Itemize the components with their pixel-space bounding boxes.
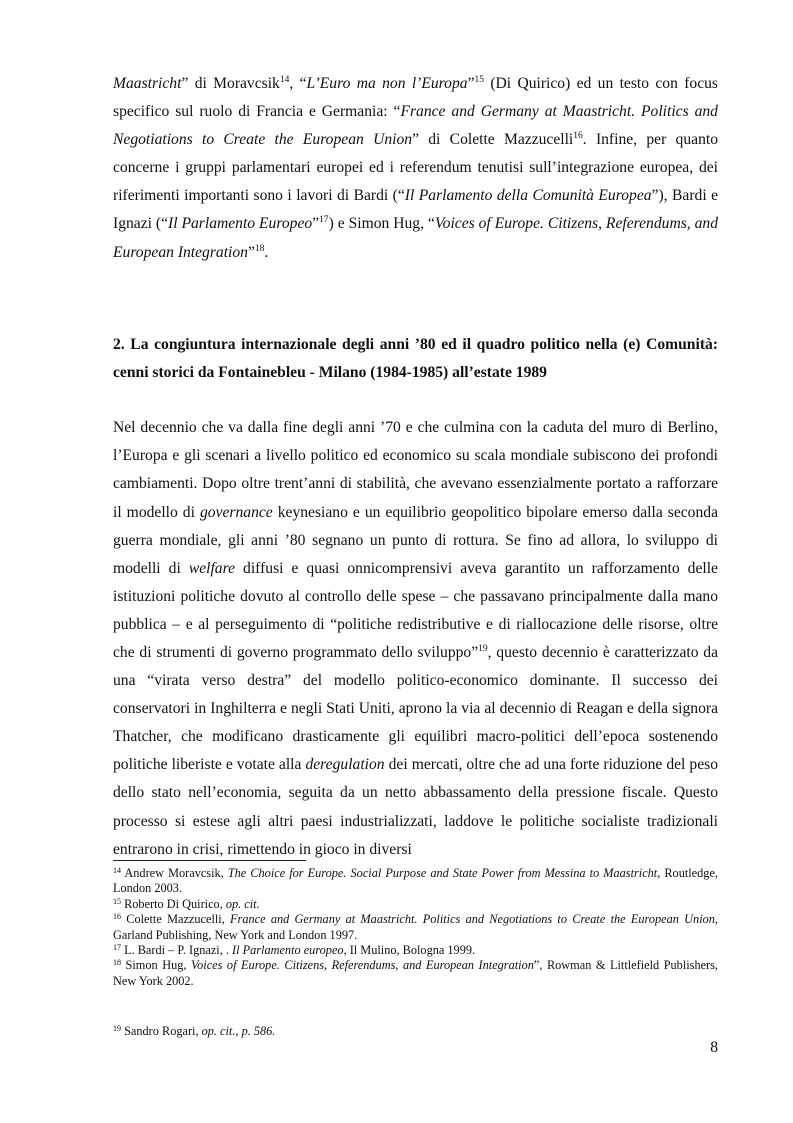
text-run: . Infine, per quanto concerne i gruppi parlamentari europei ed i referendum tenutisi sull’integrazione europea, dei riferimenti importanti sono i lavori di Bardi (“	[113, 131, 718, 205]
footnote-15	[113, 897, 718, 912]
text-run: Nel decennio che va dalla fine degli anni ’70 e che culmina con la caduta del muro di Berlino, l’Europa e gli scenari a livello politico ed economico su scala mondiale subiscono dei profondi cambiamenti. Dopo oltre trent’anni di stabilità, che avevano essenzialmente portato a rafforzare il modello di	[113, 419, 718, 521]
text-run: .	[264, 243, 269, 261]
note-marker: 17	[113, 943, 121, 953]
text-run: dei mercati, oltre che ad una forte riduzione del peso dello stato nell’economia, seguita da un netto abbassamento della pressione fiscale. Questo processo si estese agli altri paesi industrializzati, laddove le politiche socialiste tradizionali entrarono in crisi, rimettendo in gioco in diversi	[113, 756, 718, 858]
italic-run: Voices of Europe. Citizens, Referendums, and European Integration	[113, 215, 718, 261]
note-marker: 16	[573, 131, 583, 142]
text-run: ”	[312, 215, 320, 233]
note-marker: 19	[478, 644, 488, 654]
text-run: ”, Rowman & Littlefield Publishers, New York 2002.	[113, 958, 719, 988]
page-body	[113, 66, 718, 864]
text-run: Roberto Di Quirico,	[121, 896, 226, 911]
note-marker: 17	[319, 215, 329, 226]
italic-run: welfare	[188, 559, 236, 577]
text-run: ” di Moravcsik	[181, 75, 280, 92]
text-run: , Garland Publishing, New York and London 1997.	[113, 912, 718, 942]
section-heading: 2. La congiuntura internazionale degli anni ’80 ed il quadro politico nella (e) Comunità: cenni storici da Fontainebleu - Milano (1984-1985) all’estate 1989	[113, 335, 718, 381]
note-marker: 18	[113, 958, 121, 968]
footnote-18	[113, 958, 718, 989]
text-run: Simon Hug,	[121, 958, 191, 973]
footnote-17	[113, 943, 718, 958]
note-marker: 19	[113, 1024, 121, 1033]
italic-run: op. cit.	[225, 896, 260, 911]
text-run: Andrew Moravcsik,	[121, 866, 228, 880]
text-run: , “	[289, 75, 307, 92]
footnote-separator	[113, 860, 306, 861]
text-run: ”	[467, 75, 475, 92]
note-marker: 16	[113, 912, 121, 922]
text-run: diffusi e quasi onnicomprensivi aveva garantito un rafforzamento delle istituzioni politiche dovuto al controllo delle spese – che passavano principalmente dalla mano pubblica – e al perseguimento di “politiche redistributive e di riallocazione delle risorse, oltre che di strumenti di governo programmato dello sviluppo”	[113, 559, 718, 661]
note-marker: 15	[113, 896, 121, 906]
note-marker: 15	[474, 75, 484, 85]
text-run: ”), Bardi e Ignazi (“	[113, 187, 719, 233]
note-marker: 14	[279, 75, 290, 85]
text-run: , Il Mulino, Bologna 1999.	[343, 943, 476, 958]
italic-run: governance	[199, 503, 273, 521]
text-run: Colette Mazzucelli,	[121, 912, 231, 927]
text-run: ” di Colette Mazzucelli	[412, 131, 574, 149]
italic-run: Il Parlamento Europeo	[168, 215, 313, 233]
intro-paragraph	[113, 70, 718, 267]
text-run: (Di Quirico) ed un testo con focus specifico sul ruolo di Francia e Germania: “	[113, 75, 718, 121]
italic-run: Il Parlamento della Comunità Europea	[404, 187, 652, 205]
italic-run: Voices of Europe. Citizens, Referendums, and European Integration	[190, 958, 534, 973]
italic-run: The Choice for Europe. Social Purpose and State Power from Messina to Maastricht	[227, 866, 658, 880]
body-paragraph	[113, 414, 718, 864]
italic-run: Il Parlamento europeo	[232, 943, 344, 958]
text-run: , Routledge, London 2003.	[113, 866, 718, 896]
note-marker: 14	[113, 866, 121, 875]
text-run: Sandro Rogari,	[121, 1024, 202, 1038]
italic-run: France and Germany at Maastricht. Politics and Negotiations to Create the European Union	[230, 912, 715, 927]
footnote-16	[113, 912, 718, 943]
text-run: ) e Simon Hug, “	[328, 215, 435, 233]
italic-run: L’Euro ma non l’Europa	[306, 75, 468, 92]
text-run: ”	[247, 243, 255, 261]
italic-run: op. cit., p. 586.	[201, 1024, 276, 1038]
text-run: keynesiano e un equilibrio geopolitico bipolare emerso dalla seconda guerra mondiale, gli anni ’80 segnano un punto di rottura. Se fino ad allora, lo sviluppo di modelli di	[113, 503, 718, 577]
note-marker: 18	[254, 243, 265, 254]
italic-run: France and Germany at Maastricht. Politics and Negotiations to Create the European Union	[113, 103, 718, 149]
italic-run: Maastricht	[113, 75, 182, 92]
text-run: L. Bardi – P. Ignazi, .	[121, 943, 232, 958]
footnote-14	[113, 866, 718, 897]
footnotes	[113, 866, 718, 989]
italic-run: deregulation	[305, 756, 385, 774]
footnote-19	[113, 1024, 718, 1039]
text-run: , questo decennio è caratterizzato da una “virata verso destra” del modello politico-economico dominante. Il successo dei conservatori in Inghilterra e negli Stati Uniti, aprono la via al decennio di Reagan e della signora Thatcher, che modificano drasticamente gli equilibri macro-politici dell’epoca sostenendo politiche liberiste e votate alla	[113, 644, 718, 774]
page-number: 8	[710, 1039, 718, 1056]
